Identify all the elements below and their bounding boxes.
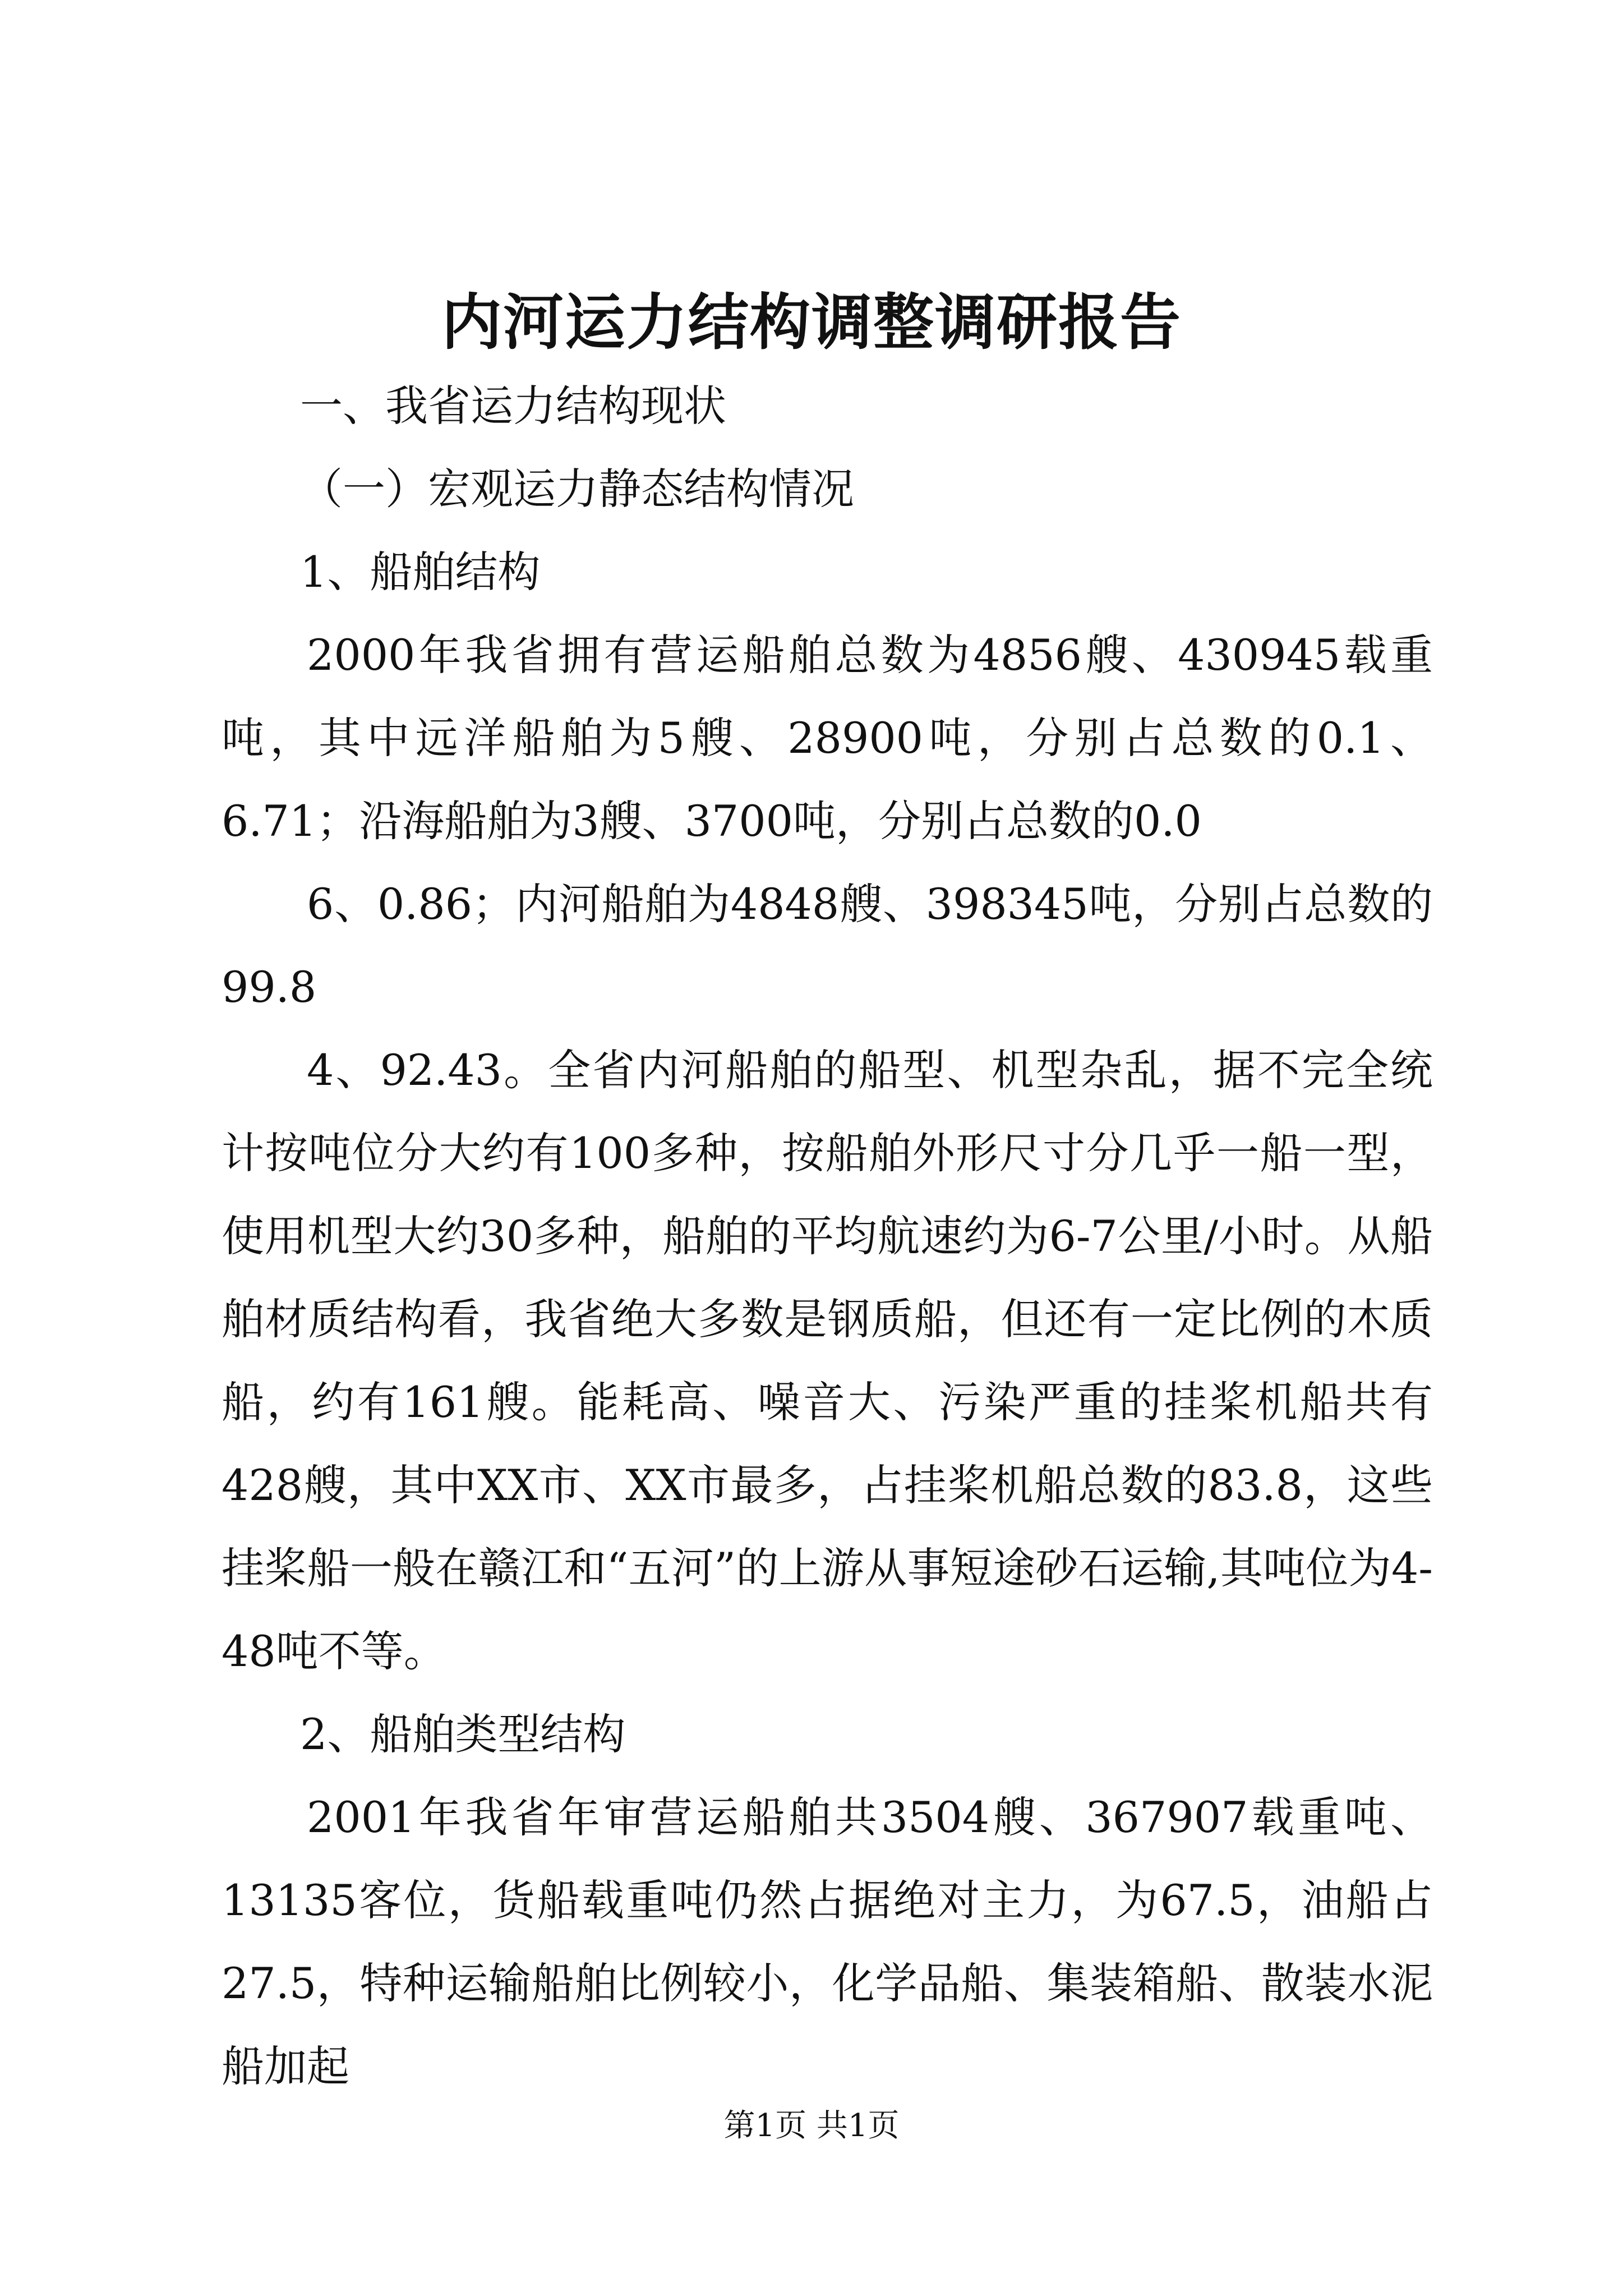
- page-footer: 第1页 共1页: [723, 2108, 900, 2144]
- document-title: 内河运力结构调整调研报告: [441, 287, 1182, 358]
- body-paragraph: 6、0.86；内河船舶为4848艘、398345吨，分别占总数的99.8: [222, 879, 1433, 1012]
- body-paragraph: 2000年我省拥有营运船舶总数为4856艘、430945载重吨，其中远洋船舶为5艘、28900吨，分别占总数的0.1、6.71；沿海船舶为3艘、3700吨，分别占总数的0.0: [222, 630, 1433, 846]
- item-heading: 1、船舶结构: [300, 547, 541, 597]
- section-heading: 一、我省运力结构现状: [300, 381, 726, 431]
- body-paragraph: 4、92.43。全省内河船舶的船型、机型杂乱，据不完全统计按吨位分大约有100多种，按船舶外形尺寸分几乎一船一型，使用机型大约30多种，船舶的平均航速约为6-7公里/小时。从船舶材质结构看，我省绝大多数是钢质船，但还有一定比例的木质船，约有161艘。能耗高、噪音大、污染严重的挂桨机船共有428艘，其中XX市、XX市最多，占挂桨机船总数的83.8，这些挂桨船一般在赣江和“五河”的上游从事短途砂石运输,其吨位为4-48吨不等。: [222, 1045, 1433, 1676]
- subsection-heading: （一）宏观运力静态结构情况: [300, 464, 854, 514]
- item-heading: 2、船舶类型结构: [300, 1709, 626, 1759]
- document-body: [222, 365, 1433, 2108]
- body-paragraph: 2001年我省年审营运船舶共3504艘、367907载重吨、13135客位，货船载重吨仍然占据绝对主力，为67.5，油船占27.5，特种运输船舶比例较小，化学品船、集装箱船、散装水泥船加起: [222, 1792, 1433, 2091]
